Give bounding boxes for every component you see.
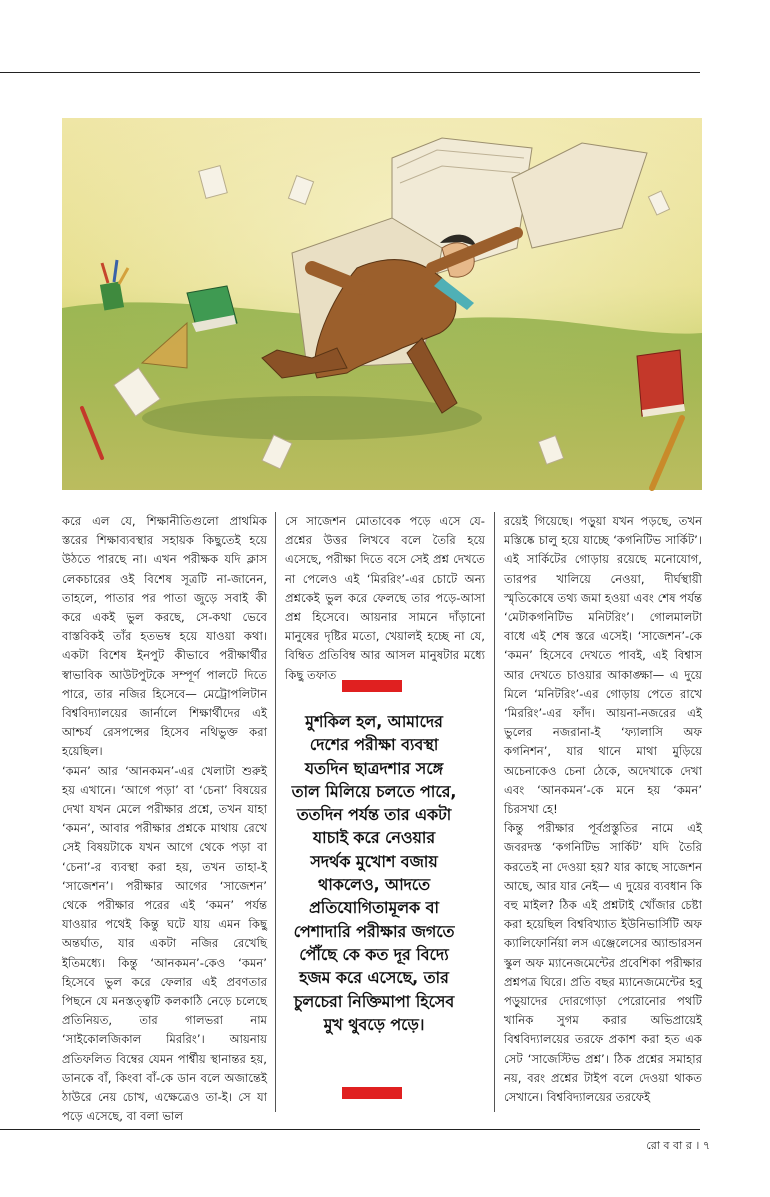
column-divider (275, 512, 276, 1112)
man-flying-with-open-book-illustration (62, 118, 702, 490)
article-column-3: রয়েই গিয়েছে। পড়ুয়া যখন পড়ছে, তখন মস্তিষ্কে চালু হয়ে যাচ্ছে ‘কগনিটিভ সার্কিট’। এই সার্কিটের গোড়ায় রয়েছে মনোযোগ, তারপর খালিয়ে নেওয়া, দীর্ঘস্থায়ী স্মৃতিকোষে তথ্য জমা হওয়া এবং শেষ পর্যন্ত ‘মেটাকগনিটিভ মনিটরিং’। গোলমালটা বাধে এই শেষ স্তরে এসেই। ‘সাজেশন’-কে ‘কমন’ হিসেবে দেখতে পাবই, এই বিশ্বাস আর দেখতে চাওয়ার আকাঙ্ক্ষা— এ দুয়ে মিলে ‘মনিটরিং’-এর গোড়ায় পেতে রাখে ‘মিররিং’-এর ফাঁদ। আয়না-নজরের এই ভুলের নজরানা-ই ‘ফ্যালাসি অফ কগনিশন’, যার থানে মাথা মুড়িয়ে অচেনাকেও চেনা ঠেকে, অদেখাকে দেখা এবং ‘আনকমন’-কে মনে হয় ‘কমন’ চিরসখা হে! কিন্তু পরীক্ষার পূর্বপ্রস্তুতির নামে এই জবরদস্ত ‘কগনিটিভ সার্কিট’ যদি তৈরি করতেই না দেওয়া হয়? যার কাছে সাজেশন আছে, আর যার নেই— এ দুয়ের ব্যবধান কি বহু মাইল? ঠিক এই প্রশ্নটাই খোঁজার চেষ্টা করা হয়েছিল বিশ্ববিখ্যাত ইউনিভার্সিটি অফ ক্যালিফোর্নিয়া লস এঞ্জেলেসের অ্যান্ডারসন স্কুল অফ ম্যানেজমেন্টের প্রবেশিকা পরীক্ষার প্রশ্নপত্র ঘিরে। প্রতি বছর ম্যানেজমেন্টের হবু পড়ুয়াদের দোরগোড়া পেরোনোর পথটি খানিক সুগম করার অভিপ্রায়েই বিশ্ববিদ্যালয়ের তরফে প্রকাশ করা হত এক সেট ‘সাজেস্টিভ প্রশ্ন’। ঠিক প্রশ্নের সমাহার নয়, বরং প্রশ্নের টাইপ বলে দেওয়া থাকত সেখানে। বিশ্ববিদ্যালয়ের তরফেই (504, 514, 702, 1105)
column-divider (494, 512, 495, 1112)
article-column-2: সে সাজেশন মোতাবেক পড়ে এসে যে-প্রশ্নের উত্তর লিখবে বলে তৈরি হয়ে এসেছে, পরীক্ষা দিতে বসে সেই প্রশ্ন দেখতে না পেলেও এই ‘মিররিং’-এর চোটে অন্য প্রশ্নকেই ভুল করে ফেলছে তার পড়ে-আসা প্রশ্ন হিসেবে। আয়নার সামনে দাঁড়ানো মানুষের দৃষ্টির মতো, খেয়ালই হচ্ছে না যে, বিম্বিত প্রতিবিম্ব আর আসল মানুষটার মধ্যে কিছু তফাত (285, 514, 485, 682)
pullquote-bar-bottom (342, 1087, 402, 1099)
bottom-rule (0, 1129, 700, 1130)
pullquote-bar-top (342, 680, 402, 692)
page-footer: রো ব বা র । ৭ (646, 1139, 710, 1152)
article-column-1: করে এল যে, শিক্ষানীতিগুলো প্রাথমিক স্তরের শিক্ষাব্যবস্থার সহায়ক কিছুতেই হয়ে উঠতে পারছে না। এখন পরীক্ষক যদি ক্লাস লেকচারের ওই বিশেষ সূত্রটি না-জানেন, তাহলে, পাতার পর পাতা জুড়ে সবাই কী করে একই ভুল করছে, সে-কথা ভেবে বাস্তবিকই তাঁর হতভম্ব হয়ে যাওয়া কথা। একটা বিশেষ ইনপুট কীভাবে পরীক্ষার্থীর স্বাভাবিক আউটপুটকে সম্পূর্ণ পালটে দিতে পারে, তার নজির হিসেবে— মেট্রোপলিটান বিশ্ববিদ্যালয়ের জার্নালে শিক্ষার্থীদের এই আশ্চর্য রেসপন্সের হিসেব নথিভুক্ত করা হয়েছিল। ‘কমন’ আর ‘আনকমন’-এর খেলাটা শুরুই হয় এখানে। ‘আগে পড়া’ বা ‘চেনা’ বিষয়ের দেখা যখন মেলে পরীক্ষার প্রশ্নে, তখন যাহা ‘কমন’, আবার পরীক্ষার প্রশ্নকে মাথায় রেখে সেই বিষয়টাকে যখন আগে থেকে পড়া বা ‘চেনা’-র ব্যবস্থা করা হয়, তখন তাহা-ই ‘সাজেশন’। পরীক্ষার আগের ‘সাজেশন’ থেকে পরীক্ষার পরের এই ‘কমন’ পর্যন্ত যাওয়ার পথেই কিন্তু ঘটে যায় এমন কিছু অন্তর্ঘাত, যার একটা নজির রেখেছি ইতিমধ্যে। কিন্তু ‘আনকমন’-কেও ‘কমন’ হিসেবে ভুল করে ফেলার এই প্রবণতার পিছনে যে মনস্তত্ত্বটি কলকাঠি নেড়ে চলেছে প্রতিনিয়ত, তার গালভরা নাম ‘সাইকোলজিকাল মিররিং’। আয়নায় প্রতিফলিত বিম্বের যেমন পার্শ্বীয় স্থানান্তর হয়, ডানকে বাঁ, কিংবা বাঁ-কে ডান বলে অজান্তেই ঠাউরে নেয় চোখ, এক্ষেত্রেও তা-ই। সে যা পড়ে এসেছে, বা বলা ভাল (62, 514, 267, 1124)
pullquote: মুশকিল হল, আমাদের দেশের পরীক্ষা ব্যবস্থা যতদিন ছাত্রদশার সঙ্গে তাল মিলিয়ে চলতে পারে, ততদিন পর্যন্ত তার একটা যাচাই করে নেওয়ার সদর্থক মুখোশ বজায় থাকলেও, আদতে প্রতিযোগিতামূলক বা পেশাদারি পরীক্ষার জগতে পৌঁছে কে কত দূর বিদ্যে হজম করে এসেছে, তার চুলচেরা নিক্তিমাপা হিসেব মুখ থুবড়ে পড়ে। (291, 712, 457, 1034)
top-rule (0, 72, 700, 73)
red-book-icon (637, 350, 685, 417)
